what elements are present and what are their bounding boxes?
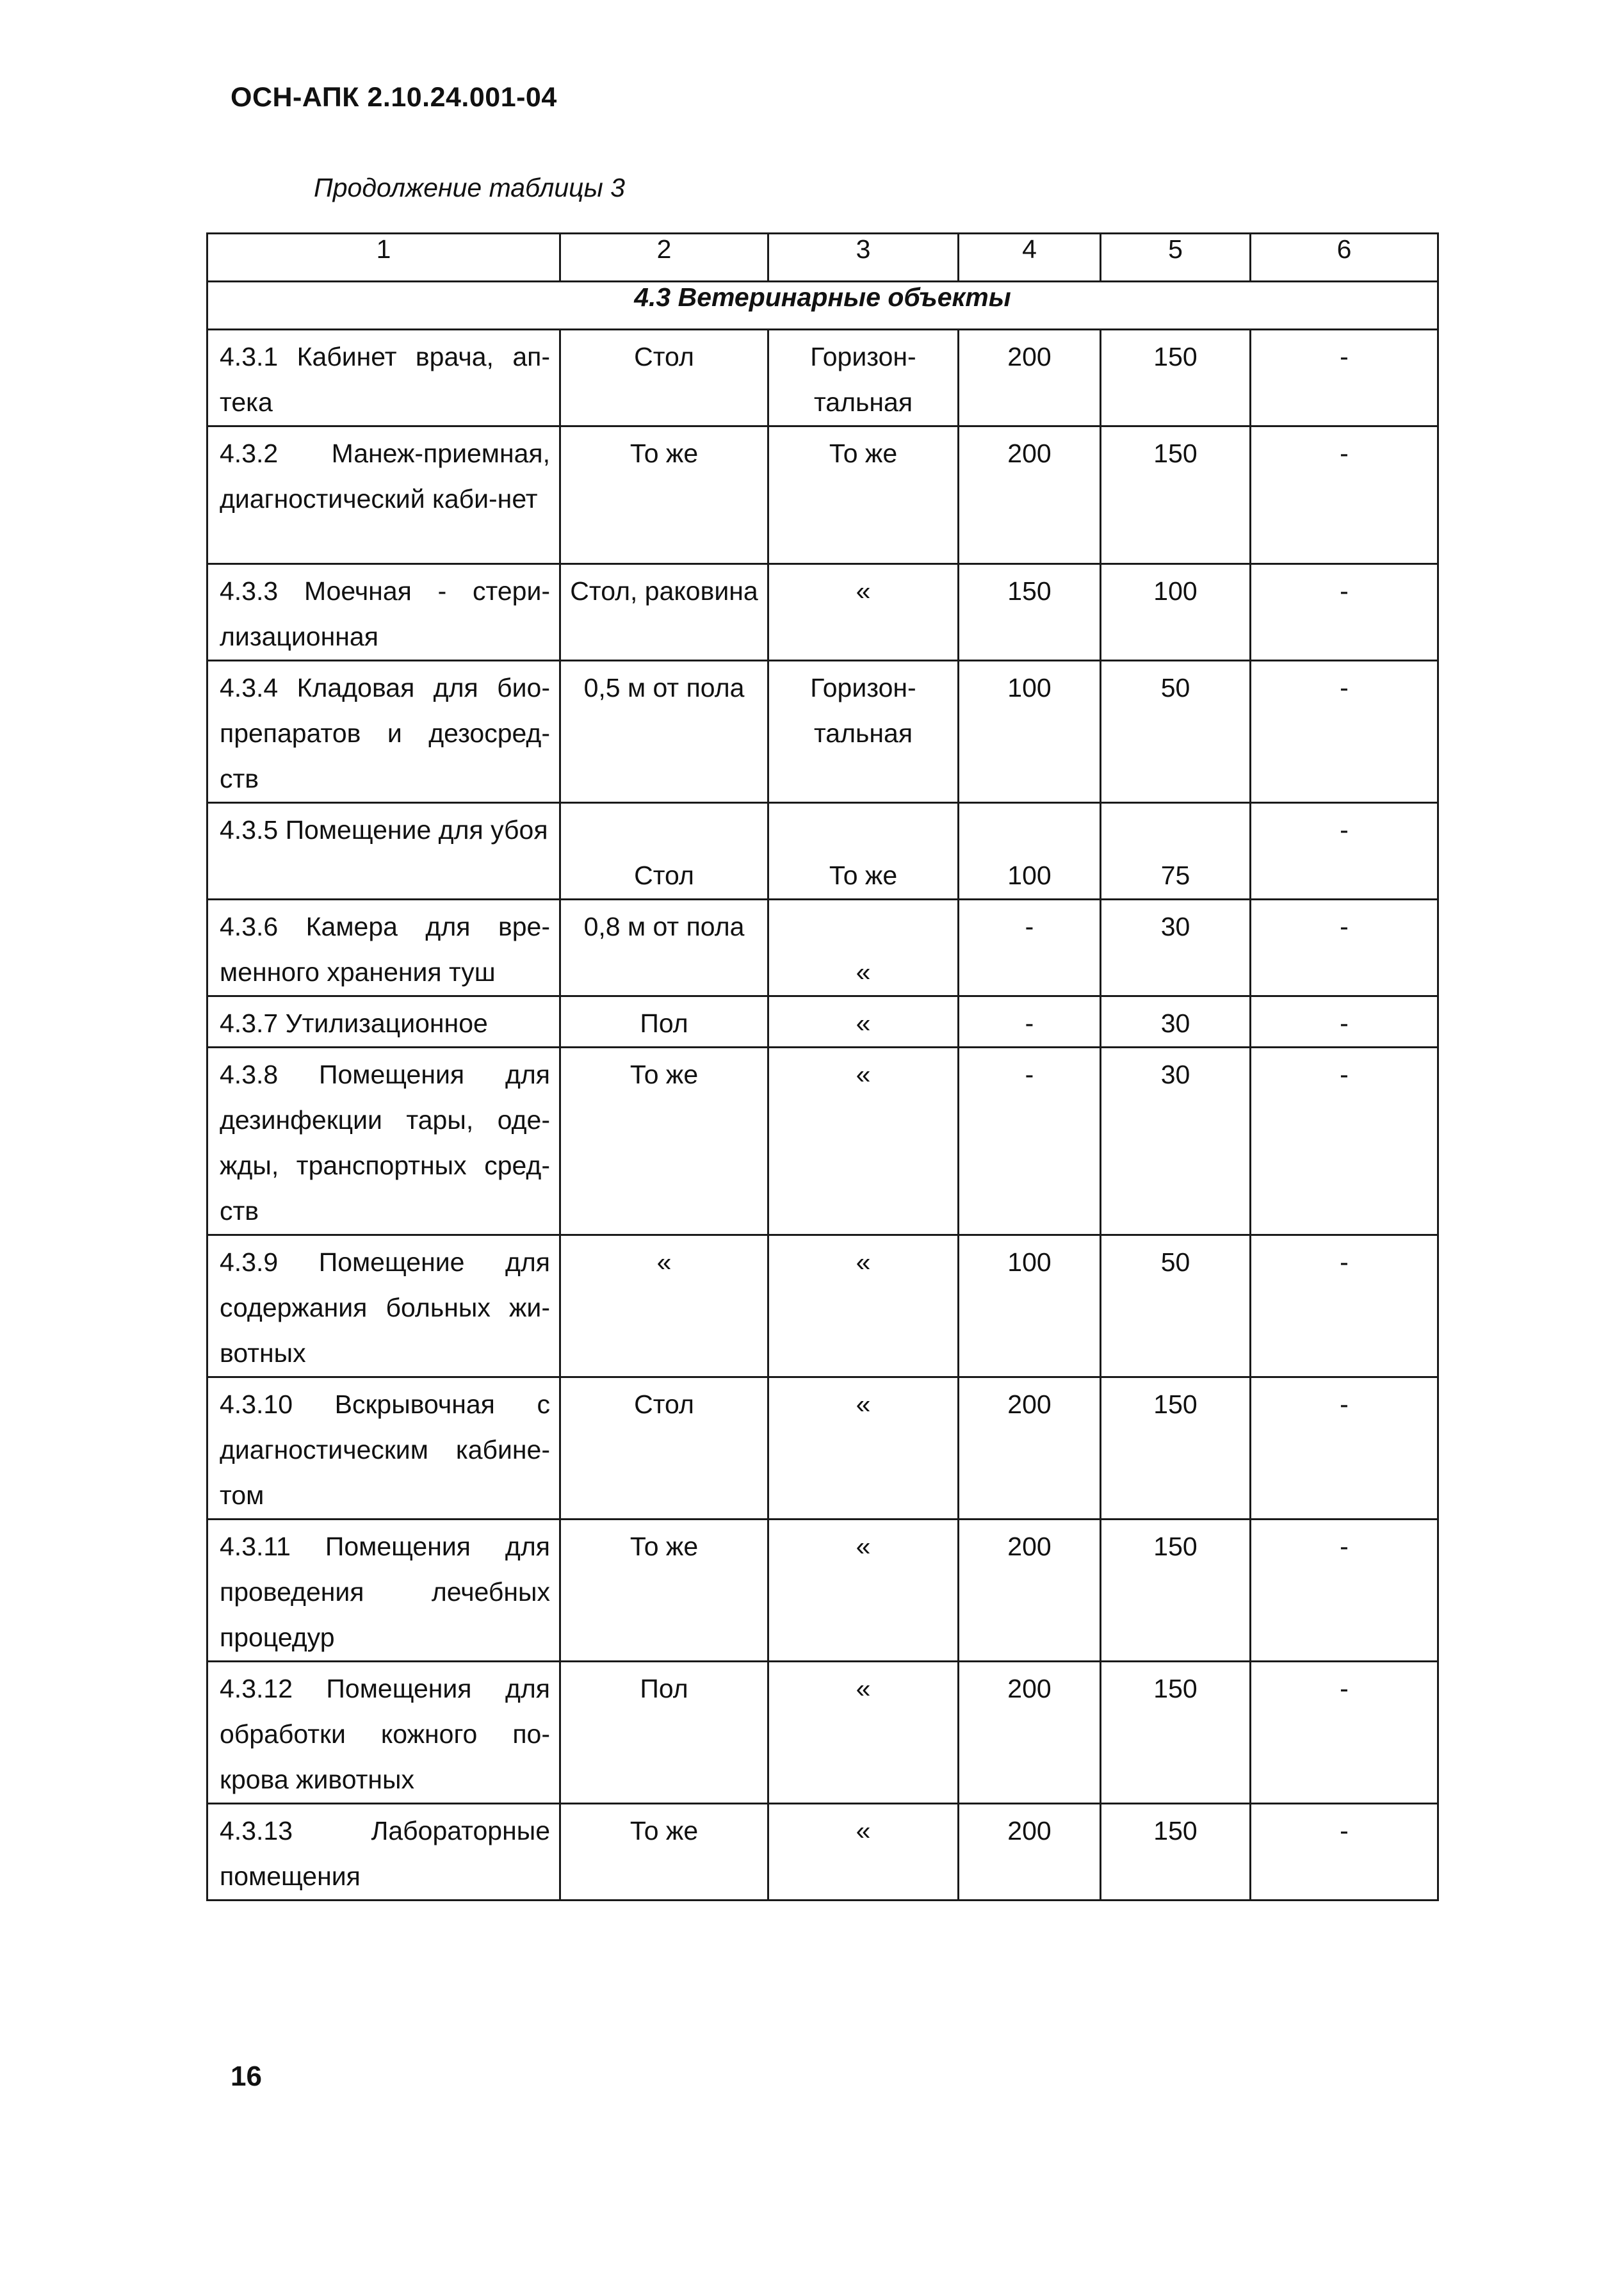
column-number-row [207,234,1438,282]
lighting-norms-table [206,232,1439,1901]
value-col4-cell: 200 [1007,439,1052,468]
value-col6-cell: - [1340,1816,1349,1845]
value-col5-cell: 100 [1153,576,1198,606]
illumination-plane-cell: « [856,1060,871,1089]
value-col5-cell: 150 [1153,1816,1198,1845]
value-col6-cell: - [1340,576,1349,606]
value-col5-cell: 150 [1153,439,1198,468]
value-col4-cell: 200 [1007,1674,1052,1703]
value-col6-cell: - [1340,342,1349,371]
working-surface-cell: Стол, раковина [570,576,758,606]
table-row [207,996,1438,1048]
table-row [207,426,1438,564]
room-name-cell: 4.3.8 Помещения для дезинфекции тары, оде-жды, транспортных сред-ств [220,1060,550,1226]
value-col4-cell: 200 [1007,342,1052,371]
illumination-plane-cell: « [856,1674,871,1703]
illumination-plane-cell: То же [829,439,898,468]
value-col6-cell: - [1340,1532,1349,1561]
column-number-5: 5 [1101,234,1251,282]
value-col4-cell: - [1025,1060,1034,1089]
value-col4-cell: 200 [1007,1390,1052,1419]
column-number-1: 1 [207,234,560,282]
illumination-plane-cell: « [856,1009,871,1038]
column-number-4: 4 [959,234,1101,282]
value-col5-cell: 150 [1153,342,1198,371]
room-name-cell: 4.3.12 Помещения для обработки кожного по-крова животных [220,1674,550,1794]
value-col4-cell: 100 [1007,861,1052,890]
room-name-cell: 4.3.11 Помещения для проведения лечебных процедур [220,1532,550,1652]
value-col6-cell: - [1340,1009,1349,1038]
working-surface-cell: Пол [640,1009,688,1038]
value-col5-cell: 30 [1160,1009,1190,1038]
illumination-plane-cell: « [856,1816,871,1845]
page-number: 16 [231,2061,262,2092]
document-code: ОСН-АПК 2.10.24.001-04 [231,82,557,113]
value-col5-cell: 50 [1160,673,1190,702]
value-col6-cell: - [1340,673,1349,702]
value-col4-cell: 150 [1007,576,1052,606]
table-row [207,1662,1438,1804]
working-surface-cell: « [656,1247,672,1277]
value-col6-cell: - [1340,1390,1349,1419]
value-col6-cell: - [1340,1060,1349,1089]
value-col5-cell: 30 [1160,1060,1190,1089]
value-col5-cell: 75 [1160,861,1190,890]
value-col4-cell: 200 [1007,1532,1052,1561]
room-name-cell: 4.3.6 Камера для вре-менного хранения туш [220,912,550,987]
illumination-plane-cell: Горизон-тальная [810,342,916,417]
room-name-cell: 4.3.10 Вскрывочная с диагностическим кабине-том [220,1390,550,1510]
value-col5-cell: 150 [1153,1390,1198,1419]
table-row [207,1235,1438,1377]
illumination-plane-cell: « [856,1532,871,1561]
value-col4-cell: - [1025,1009,1034,1038]
room-name-cell: 4.3.3 Моечная - стери-лизационная [220,576,550,651]
value-col5-cell: 30 [1160,912,1190,941]
illumination-plane-cell: « [856,1390,871,1419]
room-name-cell: 4.3.7 Утилизационное [220,1009,488,1038]
table-row [207,900,1438,996]
value-col5-cell: 150 [1153,1674,1198,1703]
illumination-plane-cell: То же [829,861,898,890]
room-name-cell: 4.3.2 Манеж-приемная, диагностический каби-нет [220,439,550,514]
section-heading-row [207,282,1438,330]
working-surface-cell: То же [629,1060,699,1089]
working-surface-cell: 0,8 м от пола [583,912,745,941]
table-row [207,1804,1438,1901]
table-row [207,564,1438,661]
value-col4-cell: 200 [1007,1816,1052,1845]
column-number-6: 6 [1251,234,1438,282]
working-surface-cell: Стол [634,342,694,371]
working-surface-cell: 0,5 м от пола [583,673,745,702]
room-name-cell: 4.3.4 Кладовая для био-препаратов и дезосред-ств [220,673,550,793]
value-col4-cell: - [1025,912,1034,941]
working-surface-cell: То же [629,1816,699,1845]
table-row [207,1377,1438,1520]
section-title: 4.3 Ветеринарные объекты [207,282,1438,330]
table-row [207,803,1438,900]
room-name-cell: 4.3.1 Кабинет врача, ап-тека [220,342,550,417]
table-row [207,661,1438,803]
working-surface-cell: То же [629,439,699,468]
value-col5-cell: 50 [1160,1247,1190,1277]
room-name-cell: 4.3.9 Помещение для содержания больных жи-вотных [220,1247,550,1368]
illumination-plane-cell: « [856,576,871,606]
working-surface-cell: То же [629,1532,699,1561]
table-row [207,1520,1438,1662]
value-col6-cell: - [1340,1247,1349,1277]
value-col6-cell: - [1340,1674,1349,1703]
room-name-cell: 4.3.13 Лабораторные помещения [220,1816,550,1891]
value-col4-cell: 100 [1007,673,1052,702]
table-continuation-caption: Продолжение таблицы 3 [314,173,625,202]
working-surface-cell: Стол [634,1390,694,1419]
table-row [207,330,1438,426]
value-col6-cell: - [1340,439,1349,468]
value-col4-cell: 100 [1007,1247,1052,1277]
value-col5-cell: 150 [1153,1532,1198,1561]
room-name-cell: 4.3.5 Помещение для убоя [220,815,548,845]
column-number-3: 3 [768,234,959,282]
value-col6-cell: - [1340,815,1349,845]
illumination-plane-cell: Горизон-тальная [810,673,916,748]
column-number-2: 2 [560,234,768,282]
working-surface-cell: Стол [634,861,694,890]
working-surface-cell: Пол [640,1674,688,1703]
table-row [207,1048,1438,1235]
illumination-plane-cell: « [856,1247,871,1277]
illumination-plane-cell: « [856,957,871,987]
value-col6-cell: - [1340,912,1349,941]
